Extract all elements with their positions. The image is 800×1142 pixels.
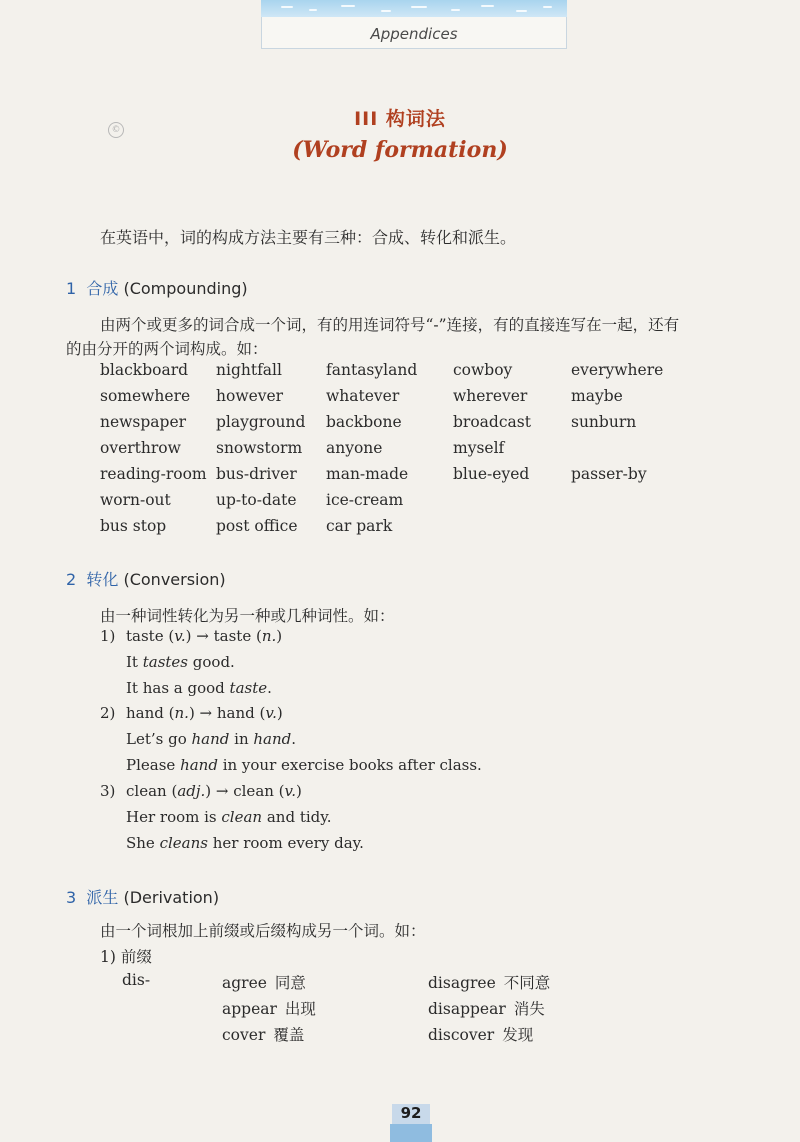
page-number: 92: [392, 1104, 430, 1124]
head-text: hand (: [126, 704, 175, 722]
example-text: in: [229, 730, 254, 748]
compound-word: sunburn: [571, 413, 637, 431]
compound-word: up-to-date: [216, 491, 297, 509]
root-word: [222, 997, 316, 1019]
compound-word: bus-driver: [216, 465, 297, 483]
head-text: ) → taste (: [185, 627, 262, 645]
conversion-example: [126, 679, 272, 697]
compound-word: snowstorm: [216, 439, 303, 457]
compound-word: maybe: [571, 387, 623, 405]
example-text: .: [267, 679, 272, 697]
compound-word: wherever: [453, 387, 528, 405]
compound-word: anyone: [326, 439, 383, 457]
part-of-speech: v.: [174, 627, 186, 645]
compound-word: blackboard: [100, 361, 189, 379]
compound-word: nightfall: [216, 361, 282, 379]
root-word-cn: 覆盖: [273, 1026, 305, 1044]
derived-word: [428, 1023, 533, 1045]
root-word-en: cover: [222, 1026, 266, 1044]
example-text: in your exercise books after class.: [217, 756, 482, 774]
compound-word: ice-cream: [326, 491, 404, 509]
example-text: Please: [126, 756, 181, 774]
conversion-example: [126, 756, 482, 774]
conversion-item-number: 2): [100, 704, 116, 722]
copyright-icon: ©: [108, 122, 124, 138]
example-emphasis: hand: [191, 730, 230, 748]
compound-word: fantasyland: [326, 361, 418, 379]
conversion-item-head: [126, 627, 282, 645]
conversion-desc: 由一种词性转化为另一种或几种词性。如：: [100, 607, 395, 625]
compound-word: broadcast: [453, 413, 531, 431]
derived-word-cn: 消失: [513, 1000, 545, 1018]
example-text: Her room is: [126, 808, 222, 826]
compound-word: bus stop: [100, 517, 167, 535]
conversion-example: [126, 730, 296, 748]
conversion-example: [126, 653, 235, 671]
example-emphasis: hand: [180, 756, 218, 774]
intro-paragraph: 在英语中，词的构成方法主要有三种：合成、转化和派生。: [100, 228, 517, 247]
root-word: [222, 971, 306, 993]
compound-word: however: [216, 387, 284, 405]
head-text: taste (: [126, 627, 175, 645]
compound-word: blue-eyed: [453, 465, 530, 483]
compound-word: overthrow: [100, 439, 181, 457]
part-of-speech: n.: [261, 627, 277, 645]
prefix-label: dis-: [122, 971, 151, 989]
example-text: and tidy.: [262, 808, 332, 826]
example-text: It has a good: [126, 679, 230, 697]
derived-word-cn: 不同意: [503, 974, 551, 992]
heading-compounding: 1 合成 (Compounding): [66, 279, 248, 298]
compound-word: post office: [216, 517, 298, 535]
compound-word: cowboy: [453, 361, 513, 379]
derived-word: [428, 997, 545, 1019]
heading-derivation: 3 派生 (Derivation): [66, 888, 220, 907]
compound-word: whatever: [326, 387, 400, 405]
derivation-desc: 由一个词根加上前缀或后缀构成另一个词。如：: [100, 922, 426, 940]
example-text: good.: [188, 653, 235, 671]
compound-word: worn-out: [100, 491, 171, 509]
footer-strip: [390, 1124, 432, 1142]
compound-word: man-made: [326, 465, 409, 483]
conversion-item-head: [126, 704, 283, 722]
root-word-cn: 出现: [284, 1000, 316, 1018]
derived-word-cn: 发现: [502, 1026, 534, 1044]
header-banner: [261, 0, 567, 18]
conversion-example: [126, 808, 332, 826]
derived-word-en: disappear: [428, 1000, 506, 1018]
conversion-item-number: 1): [100, 627, 116, 645]
running-header: Appendices: [370, 25, 458, 43]
part-of-speech: adj.: [177, 782, 206, 800]
head-text: ): [276, 627, 283, 645]
example-text: Let’s go: [126, 730, 192, 748]
compound-word: car park: [326, 517, 393, 535]
section-title-cn: III 构词法: [354, 108, 446, 130]
root-word: [222, 1023, 304, 1045]
compound-word: playground: [216, 413, 306, 431]
head-text: ) → hand (: [188, 704, 266, 722]
example-text: It: [126, 653, 143, 671]
example-text: her room every day.: [207, 834, 364, 852]
conversion-example: [126, 834, 364, 852]
root-word-en: appear: [222, 1000, 277, 1018]
part-of-speech: n.: [174, 704, 189, 722]
head-text: ): [276, 704, 283, 722]
part-of-speech: v.: [284, 782, 297, 800]
part-of-speech: v.: [265, 704, 277, 722]
example-emphasis: clean: [221, 808, 263, 826]
conversion-item-head: [126, 782, 302, 800]
derivation-sub-heading: 1) 前缀: [100, 948, 152, 966]
root-word-cn: 同意: [274, 974, 306, 992]
compound-word: everywhere: [571, 361, 664, 379]
example-emphasis: tastes: [142, 653, 189, 671]
derived-word: [428, 971, 550, 993]
compound-word: backbone: [326, 413, 402, 431]
head-text: ) → clean (: [205, 782, 285, 800]
derived-word-en: disagree: [428, 974, 496, 992]
example-emphasis: cleans: [159, 834, 208, 852]
derived-word-en: discover: [428, 1026, 495, 1044]
heading-conversion: 2 转化 (Conversion): [66, 570, 226, 589]
compound-word: somewhere: [100, 387, 191, 405]
compounding-desc-line1: 由两个或更多的词合成一个词，有的用连词符号“-”连接，有的直接连写在一起，还有: [100, 316, 680, 334]
head-text: clean (: [126, 782, 178, 800]
compound-word: myself: [453, 439, 505, 457]
compound-word: reading-room: [100, 465, 207, 483]
example-emphasis: taste: [229, 679, 268, 697]
section-title-en: (Word formation): [292, 137, 508, 163]
conversion-item-number: 3): [100, 782, 116, 800]
example-text: She: [126, 834, 160, 852]
example-text: .: [291, 730, 297, 748]
compound-word: passer-by: [571, 465, 647, 483]
root-word-en: agree: [222, 974, 267, 992]
head-text: ): [296, 782, 302, 800]
example-emphasis: hand: [253, 730, 292, 748]
compounding-desc-line2: 的由分开的两个词构成。如：: [66, 340, 268, 358]
compound-word: newspaper: [100, 413, 187, 431]
